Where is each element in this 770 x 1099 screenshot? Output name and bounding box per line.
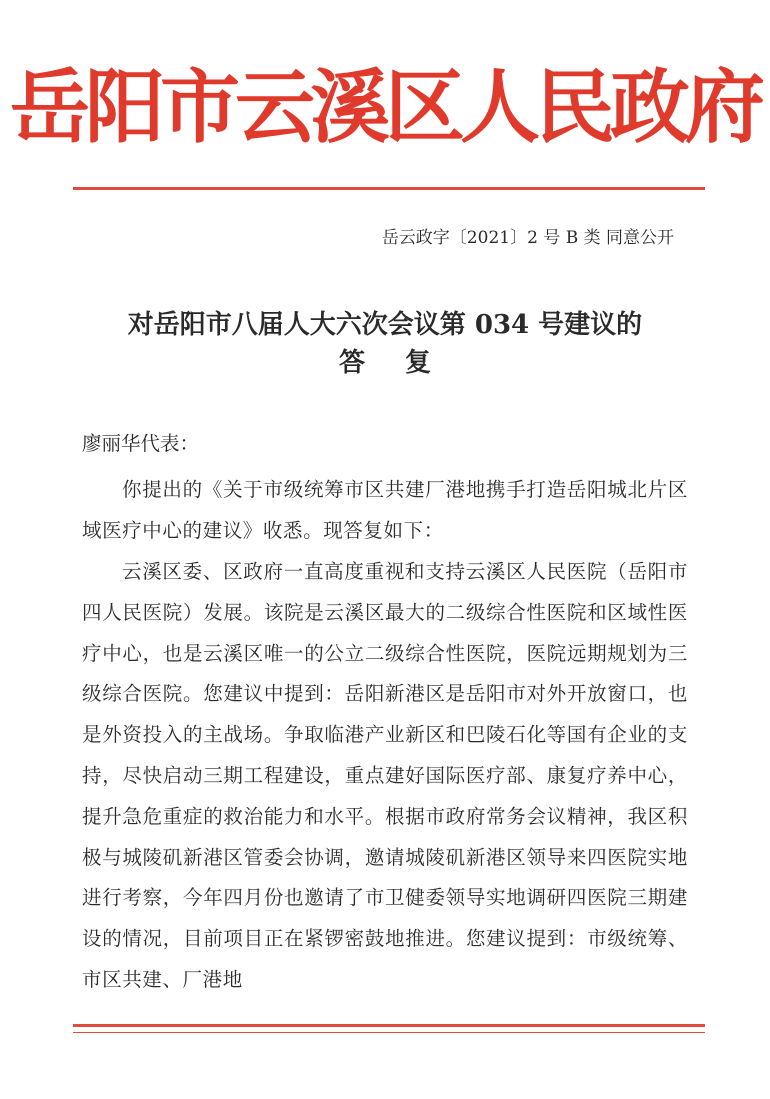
masthead-red-rule xyxy=(73,187,705,190)
footer-red-rule-thin xyxy=(73,1032,705,1033)
org-masthead: 岳阳市云溪区人民政府 xyxy=(10,61,760,154)
document-title-line-2: 答复 xyxy=(338,348,471,378)
document-title-line-1: 对岳阳市八届人大六次会议第 034 号建议的 xyxy=(127,310,643,340)
body-paragraph-2: 云溪区委、区政府一直高度重视和支持云溪区人民医院（岳阳市四人民医院）发展。该院是云溪区最大的二级综合性医院和区域性医疗中心，也是云溪区唯一的公立二级综合性医院，医院远期规划为三级综合医院。您建议中提到：岳阳新港区是岳阳市对外开放窗口，也是外资投入的主战场。争取临港产业新区和巴陵石化等国有企业的支持，尽快启动三期工程建设，重点建好国际医疗部、康复疗养中心，提升急危重症的救治能力和水平。根据市政府常务会议精神，我区积极与城陵矶新港区管委会协调，邀请城陵矶新港区领导来四医院实地进行考察，今年四月份也邀请了市卫健委领导实地调研四医院三期建设的情况，目前项目正在紧锣密鼓地推进。您建议提到：市级统筹、市区共建、厂港地 xyxy=(82,560,688,991)
document-number: 岳云政字〔2021〕2 号 B 类 同意公开 xyxy=(381,228,674,248)
body-paragraph-1: 你提出的《关于市级统筹市区共建厂港地携手打造岳阳城北片区域医疗中心的建议》收悉。现答复如下： xyxy=(82,478,688,542)
footer-red-rule-thick xyxy=(73,1024,705,1027)
salutation: 廖丽华代表： xyxy=(82,432,200,455)
